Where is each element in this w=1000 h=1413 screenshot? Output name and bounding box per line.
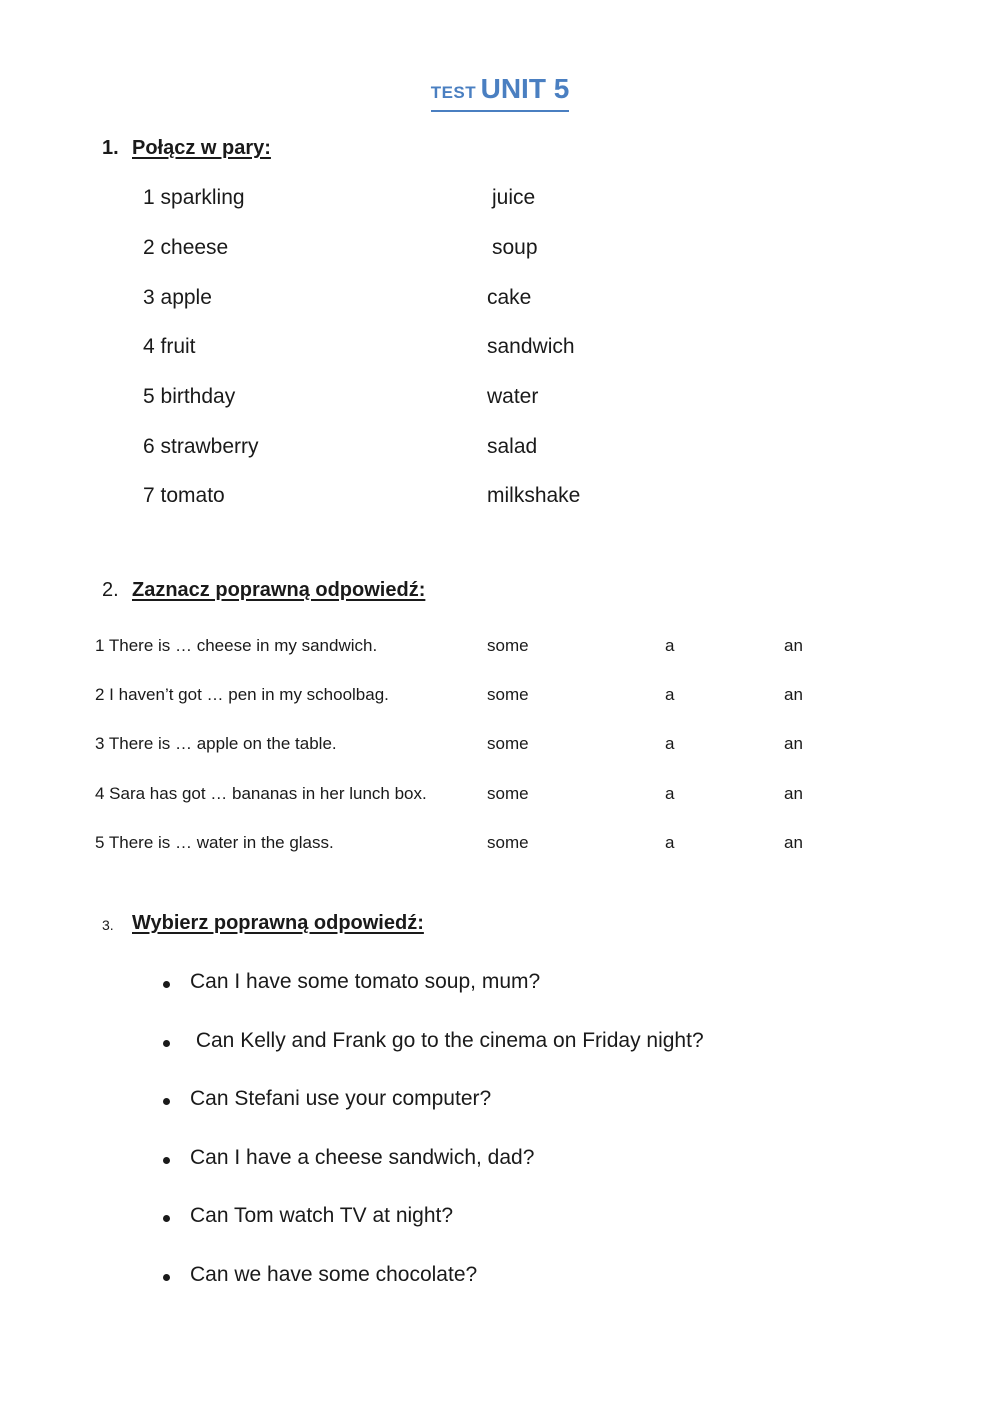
question-text: 1 There is … cheese in my sandwich. bbox=[95, 636, 378, 655]
section2-number: 2. bbox=[102, 579, 119, 601]
option-a[interactable]: a bbox=[665, 833, 675, 852]
list-item: Can I have a cheese sandwich, dad? bbox=[190, 1146, 535, 1169]
option-a[interactable]: a bbox=[665, 734, 675, 753]
option-a[interactable]: a bbox=[665, 685, 675, 704]
pair-left-item: 4 fruit bbox=[143, 335, 196, 358]
pair-right-item: soup bbox=[492, 236, 538, 259]
section3-heading: Wybierz poprawną odpowiedź: bbox=[132, 912, 424, 934]
option-an[interactable]: an bbox=[784, 784, 803, 803]
bullet-icon bbox=[163, 1157, 170, 1164]
bullet-icon bbox=[163, 1215, 170, 1222]
pair-left-item: 5 birthday bbox=[143, 385, 236, 408]
title-prefix: TEST bbox=[430, 83, 477, 102]
page-title bbox=[0, 74, 1000, 112]
pair-right-item: juice bbox=[492, 186, 536, 209]
bullet-icon bbox=[163, 981, 170, 988]
section1-heading: Połącz w pary: bbox=[132, 137, 271, 159]
bullet-icon bbox=[163, 1098, 170, 1105]
list-item: Can I have some tomato soup, mum? bbox=[190, 970, 541, 993]
option-some[interactable]: some bbox=[487, 833, 529, 852]
section3-number: 3. bbox=[102, 917, 114, 933]
option-some[interactable]: some bbox=[487, 784, 529, 803]
pair-right-item: sandwich bbox=[487, 335, 575, 358]
list-item: Can we have some chocolate? bbox=[190, 1263, 478, 1286]
pair-left-item: 2 cheese bbox=[143, 236, 229, 259]
option-some[interactable]: some bbox=[487, 734, 529, 753]
section2-heading: Zaznacz poprawną odpowiedź: bbox=[132, 579, 426, 601]
pair-right-item: cake bbox=[487, 286, 532, 309]
option-an[interactable]: an bbox=[784, 734, 803, 753]
option-some[interactable]: some bbox=[487, 685, 529, 704]
option-an[interactable]: an bbox=[784, 833, 803, 852]
pair-left-item: 3 apple bbox=[143, 286, 212, 309]
option-an[interactable]: an bbox=[784, 636, 803, 655]
option-a[interactable]: a bbox=[665, 784, 675, 803]
bullet-icon bbox=[163, 1040, 170, 1047]
list-item: Can Kelly and Frank go to the cinema on Friday night? bbox=[190, 1029, 704, 1052]
question-text: 2 I haven’t got … pen in my schoolbag. bbox=[95, 685, 389, 704]
option-an[interactable]: an bbox=[784, 685, 803, 704]
title-main: UNIT 5 bbox=[480, 73, 570, 104]
pair-right-item: milkshake bbox=[487, 484, 581, 507]
pair-right-item: salad bbox=[487, 435, 538, 458]
bullet-icon bbox=[163, 1274, 170, 1281]
question-text: 5 There is … water in the glass. bbox=[95, 833, 334, 852]
pair-right-item: water bbox=[487, 385, 539, 408]
list-item: Can Tom watch TV at night? bbox=[190, 1204, 454, 1227]
question-text: 3 There is … apple on the table. bbox=[95, 734, 337, 753]
option-a[interactable]: a bbox=[665, 636, 675, 655]
list-item: Can Stefani use your computer? bbox=[190, 1087, 492, 1110]
option-some[interactable]: some bbox=[487, 636, 529, 655]
section1-number: 1. bbox=[102, 137, 119, 159]
pair-left-item: 7 tomato bbox=[143, 484, 225, 507]
pair-left-item: 6 strawberry bbox=[143, 435, 259, 458]
pair-left-item: 1 sparkling bbox=[143, 186, 245, 209]
question-text: 4 Sara has got … bananas in her lunch box. bbox=[95, 784, 427, 803]
